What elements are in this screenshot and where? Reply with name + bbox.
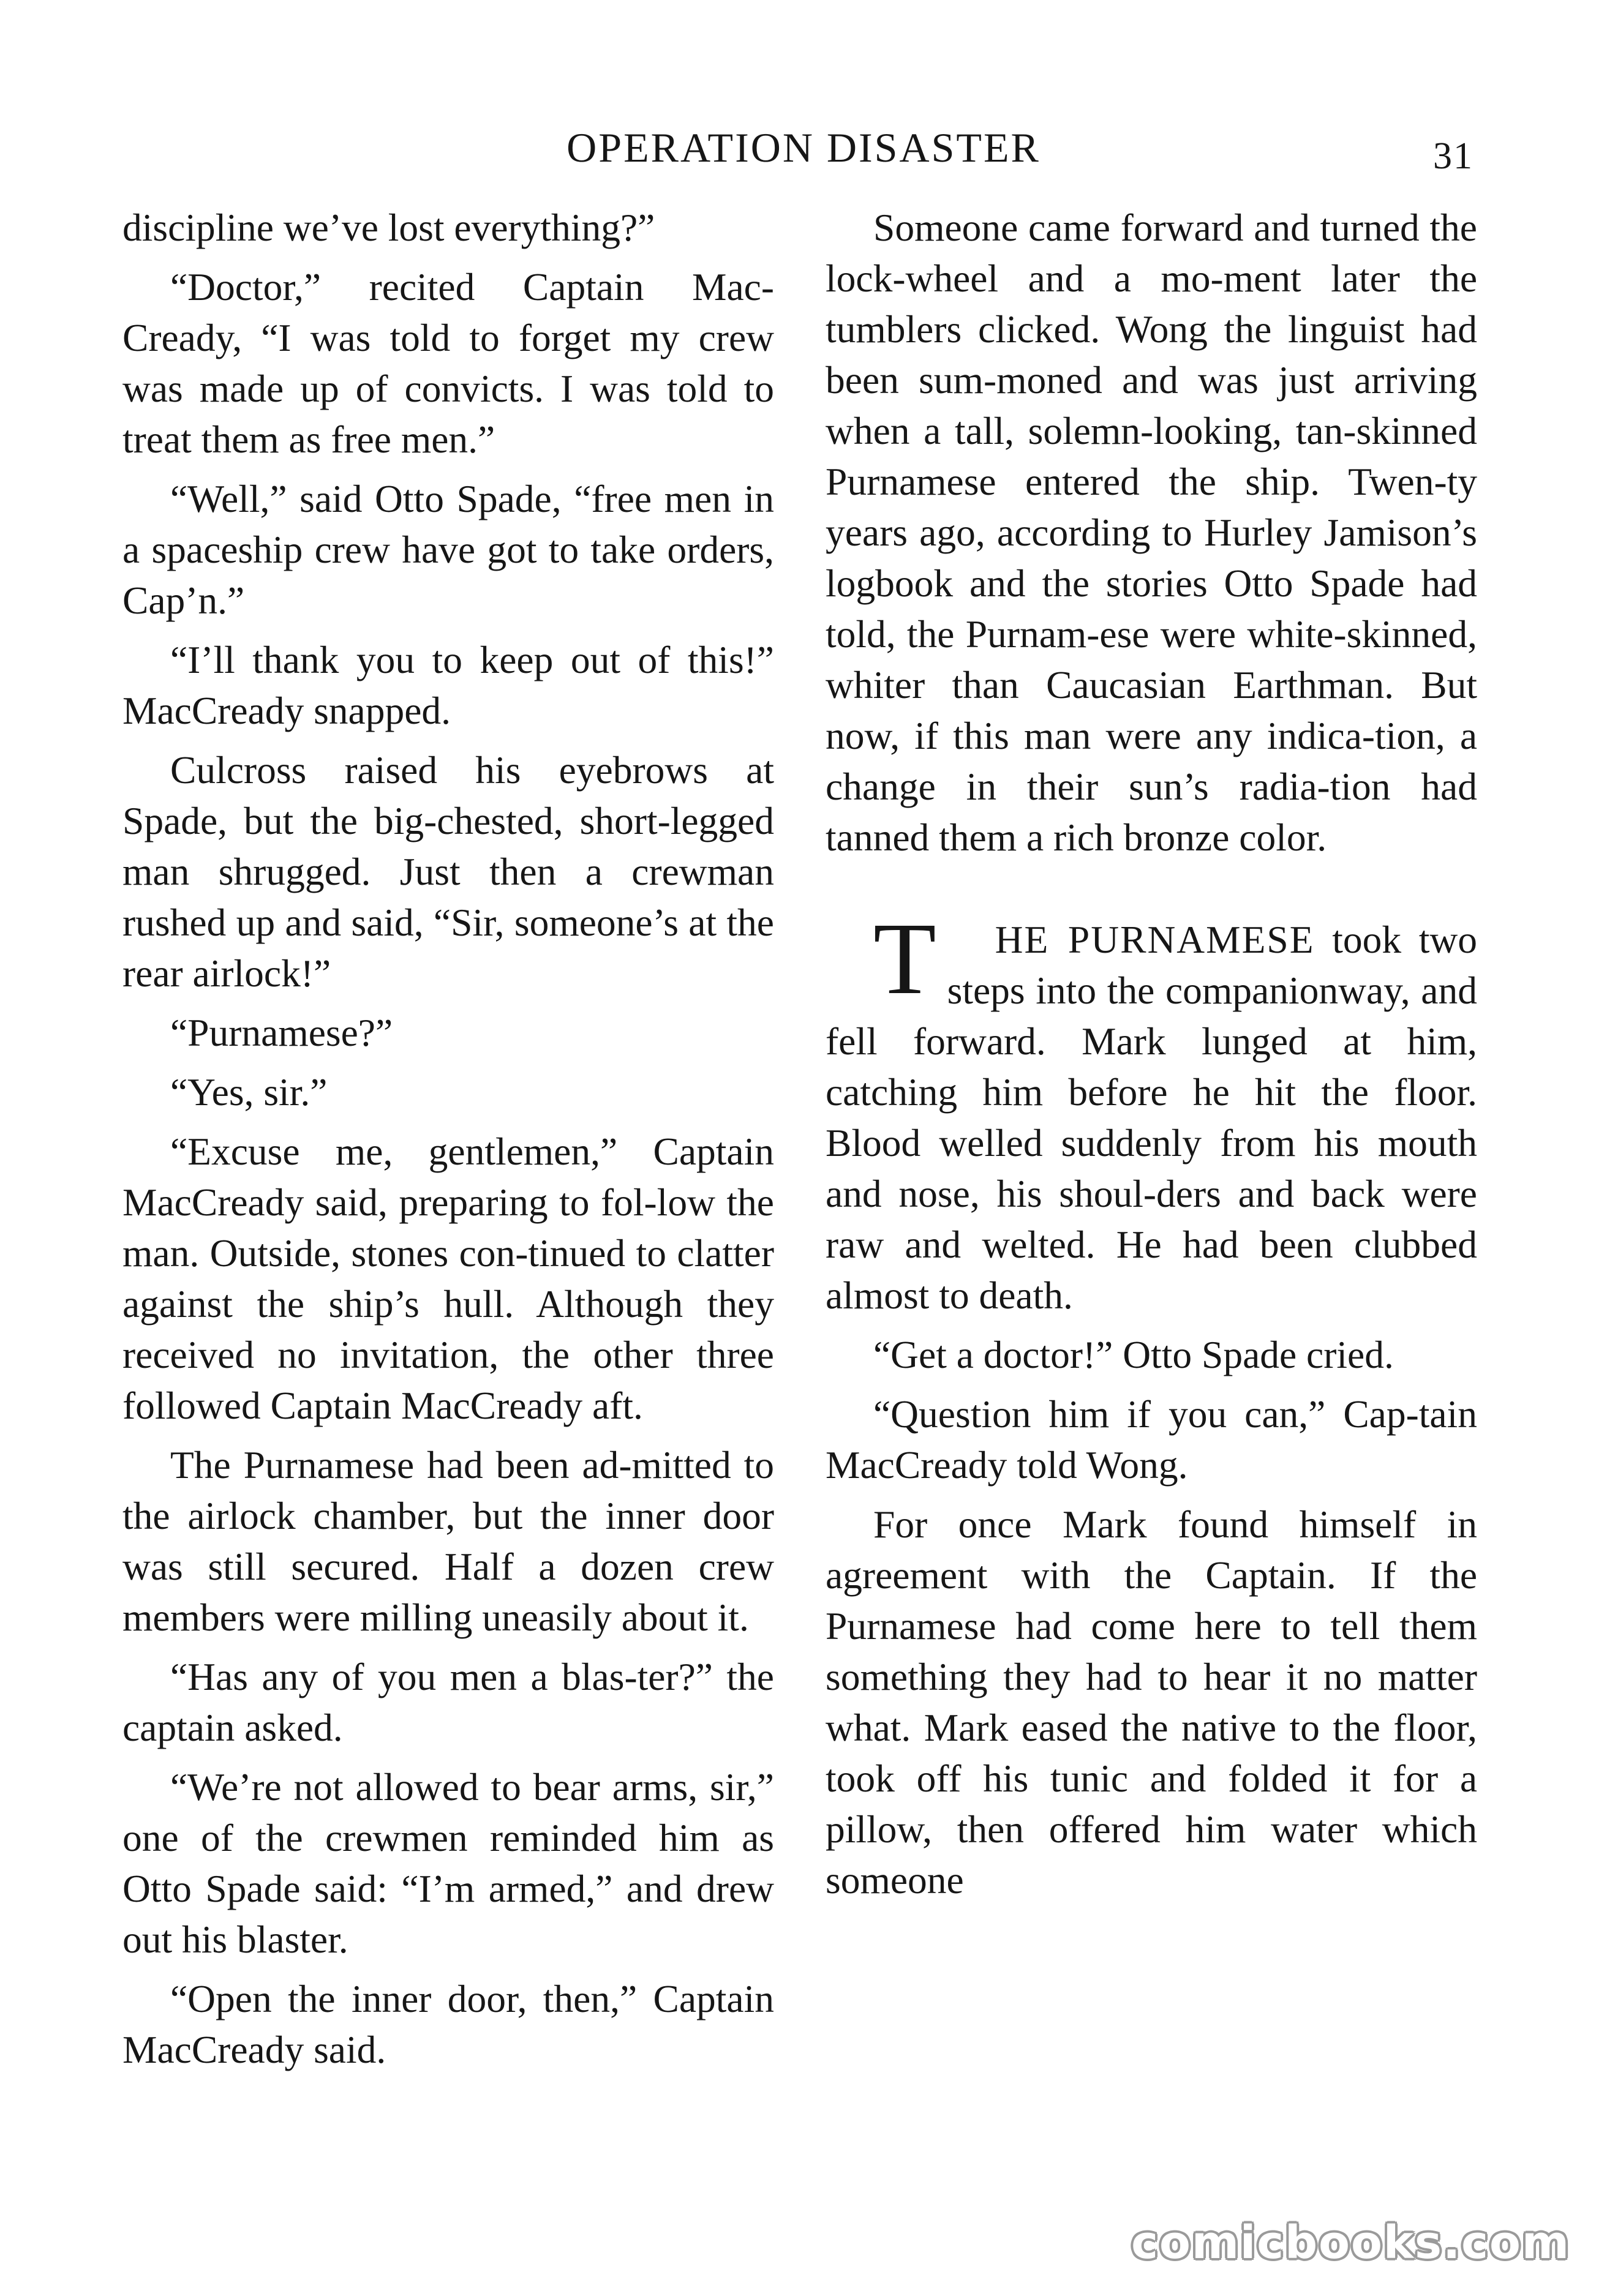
paragraph: “Open the inner door, then,” Captain MacCready said. [122,1977,774,2071]
paragraph: “Excuse me, gentlemen,” Captain MacCready said, preparing to fol-low the man. Outside, stones con-tinued to clatter against the ship’s hull. Although they received no invitation, the other three followed Captain MacCready aft. [122,1130,774,1427]
paragraph: Someone came forward and turned the lock-wheel and a mo-ment later the tumblers clicked. Wong the linguist had been sum-moned and was just arriving when a tall, solemn-looking, tan-skinned Purnamese entered the ship. Twen-ty years ago, according to Hurley Jamison’s logbook and the stories Otto Spade had told, the Purnam-ese were white-skinned, whiter than Caucasian Earthman. But now, if this man were any indica-tion, a change in their sun’s radia-tion had tanned them a rich bronze color. [826,206,1477,859]
drop-cap-letter: T [873,902,936,1016]
paragraph: For once Mark found himself in agreement with the Captain. If the Purnamese had come here to tell them something they had to hear it no matter what. Mark eased the native to the floor, took off his tunic and folded it for a pillow, then offered him water which someone [826,1503,1477,1902]
drop-cap-lead-in: HE PURNAMESE [995,918,1315,961]
paragraph: discipline we’ve lost everything?” [122,206,655,249]
page-number: 31 [1433,135,1473,177]
page-header [0,120,1607,175]
paragraph: “Yes, sir.” [170,1070,328,1114]
left-column [122,202,774,2084]
paragraph: “Question him if you can,” Cap-tain MacCready told Wong. [826,1392,1477,1487]
paragraph: “I’ll thank you to keep out of this!” MacCready snapped. [122,638,774,732]
paragraph: “Has any of you men a blas-ter?” the captain asked. [122,1655,774,1749]
drop-cap-paragraph-text: took two steps into the companionway, and fell forward. Mark lunged at him, catching him before he hit the floor. Blood welled suddenly from his mouth and nose, his shoul-ders and back were raw and welted. He had been clubbed almost to death. [826,918,1477,1317]
paragraph: “Well,” said Otto Spade, “free men in a spaceship crew have got to take orders, Cap’n.” [122,477,774,622]
paragraph: Culcross raised his eyebrows at Spade, but the big-chested, short-legged man shrugged. Just then a crewman rushed up and said, “Sir, someone’s at the rear airlock!” [122,748,774,995]
right-column [826,202,1477,1914]
drop-cap-paragraph [826,902,1477,1321]
paragraph: “Purnamese?” [170,1011,393,1054]
paragraph: The Purnamese had been ad-mitted to the airlock chamber, but the inner door was still secured. Half a dozen crew members were milling uneasily about it. [122,1443,774,1639]
running-title: OPERATION DISASTER [566,124,1041,171]
paragraph: “Get a doctor!” Otto Spade cried. [873,1333,1394,1376]
paragraph: “Doctor,” recited Captain Mac-Cready, “I was told to forget my crew was made up of convicts. I was told to treat them as free men.” [122,265,774,461]
paragraph: “We’re not allowed to bear arms, sir,” one of the crewmen reminded him as Otto Spade said: “I’m armed,” and drew out his blaster. [122,1765,774,1961]
watermark-logo: comicbooks.com [1131,2216,1570,2269]
